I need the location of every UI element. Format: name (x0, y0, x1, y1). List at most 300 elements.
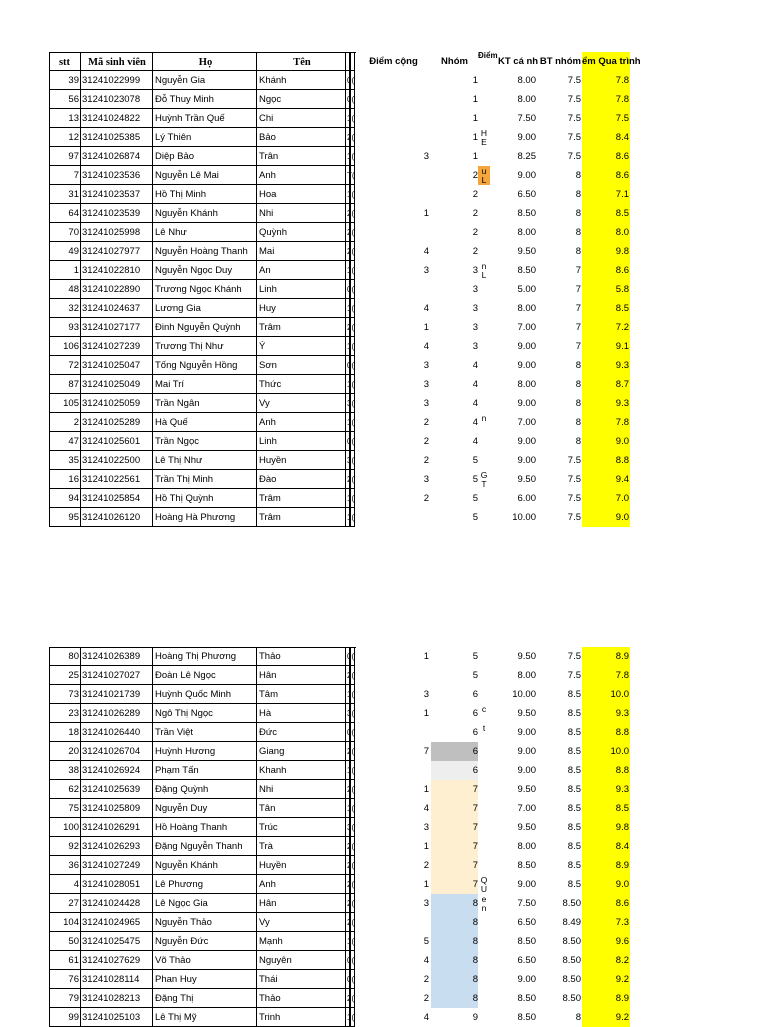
cell-side-note: G T (480, 470, 488, 489)
cell-hidden-1: 1( (345, 109, 350, 128)
cell-hidden-1: 2( (345, 666, 350, 685)
cell-ten: Sơn (256, 356, 345, 375)
col-header-ma-sinh-vien: Mã sinh viên (80, 52, 152, 71)
cell-ho: Huỳnh Hương (152, 742, 256, 761)
cell-ma-sinh-vien: 31241024637 (80, 299, 152, 318)
cell-ho: Phan Huy (152, 970, 256, 989)
cell-hidden-2 (350, 451, 355, 470)
cell-ten: Vy (256, 394, 345, 413)
cell-hidden-1: 1( (345, 185, 350, 204)
cell-ma-sinh-vien: 31241026874 (80, 147, 152, 166)
cell-nhom: 2 (472, 208, 478, 219)
cell-ho: Huỳnh Trần Quế (152, 109, 256, 128)
cell-side-note (478, 666, 490, 685)
cell-hidden-2 (350, 147, 355, 166)
cell-bt-nhom: 7 (575, 303, 581, 314)
cell-diem-cong: 4 (423, 955, 429, 966)
cell-side-note (478, 337, 490, 356)
cell-nhom: 1 (472, 94, 478, 105)
cell-hidden-1: 1( (345, 299, 350, 318)
cell-side-note (478, 508, 490, 527)
cell-bt-nhom: 8 (575, 189, 581, 200)
cell-hidden-2 (350, 951, 355, 970)
cell-hidden-2 (350, 109, 355, 128)
cell-kt-ca-nhan: 10.00 (512, 512, 536, 523)
cell-side-note (478, 109, 490, 128)
cell-side-note (478, 647, 490, 666)
cell-diem-cong (358, 90, 431, 109)
cell-ma-sinh-vien: 31241025385 (80, 128, 152, 147)
cell-hidden-1: 2( (345, 128, 350, 147)
cell-side-note (478, 394, 490, 413)
cell-side-note (478, 799, 490, 818)
table-row (0, 704, 768, 723)
cell-bt-nhom: 7.5 (567, 455, 581, 466)
cell-hidden-1: 1( (345, 375, 350, 394)
table-row (0, 451, 768, 470)
table-row (0, 470, 768, 489)
cell-stt: 79 (49, 989, 80, 1008)
cell-ho: Đặng Quỳnh (152, 780, 256, 799)
cell-ten: Vy (256, 913, 345, 932)
cell-bt-nhom: 8 (575, 208, 581, 219)
cell-nhom: 3 (472, 322, 478, 333)
cell-kt-ca-nhan: 9.00 (517, 765, 536, 776)
cell-hidden-2 (350, 704, 355, 723)
cell-diem-cong (358, 71, 431, 90)
cell-side-note (478, 913, 490, 932)
cell-ho: Lê Phương (152, 875, 256, 894)
cell-stt: 32 (49, 299, 80, 318)
cell-kt-ca-nhan: 6.50 (517, 917, 536, 928)
cell-bt-nhom: 8.5 (567, 841, 581, 852)
cell-ma-sinh-vien: 31241023539 (80, 204, 152, 223)
cell-kt-ca-nhan: 8.25 (517, 151, 536, 162)
table-row (0, 1008, 768, 1027)
cell-hidden-1: 1( (345, 761, 350, 780)
table-row (0, 90, 768, 109)
cell-nhom: 8 (431, 894, 478, 913)
cell-nhom: 8 (431, 970, 478, 989)
cell-side-note (478, 356, 490, 375)
cell-nhom: 6 (431, 761, 478, 780)
cell-bt-nhom: 7 (575, 265, 581, 276)
cell-qua-trinh: 8.6 (582, 147, 630, 166)
cell-ten: Trâm (256, 508, 345, 527)
cell-kt-ca-nhan: 8.50 (517, 1012, 536, 1023)
cell-stt: 25 (49, 666, 80, 685)
cell-diem-cong: 3 (423, 398, 429, 409)
cell-kt-ca-nhan: 9.50 (517, 822, 536, 833)
cell-ho: Đoàn Lê Ngọc (152, 666, 256, 685)
cell-bt-nhom: 8 (575, 398, 581, 409)
cell-ten: An (256, 261, 345, 280)
cell-ten: Ý (256, 337, 345, 356)
table-row (0, 432, 768, 451)
cell-nhom: 6 (472, 689, 478, 700)
cell-hidden-1: 1( (345, 508, 350, 527)
cell-ho: Lương Gia (152, 299, 256, 318)
cell-diem-cong: 2 (423, 974, 429, 985)
cell-ho: Hà Quế (152, 413, 256, 432)
cell-qua-trinh: 7.8 (582, 413, 630, 432)
cell-ho: Đỗ Thuy Minh (152, 90, 256, 109)
cell-stt: 12 (49, 128, 80, 147)
cell-bt-nhom: 8.5 (567, 746, 581, 757)
cell-diem-cong: 1 (423, 651, 429, 662)
cell-stt: 75 (49, 799, 80, 818)
cell-hidden-1: 1( (345, 1008, 350, 1027)
cell-side-note (478, 90, 490, 109)
cell-stt: 20 (49, 742, 80, 761)
cell-ten: Linh (256, 432, 345, 451)
table-row (0, 780, 768, 799)
cell-side-note (478, 280, 490, 299)
cell-hidden-1: 0( (345, 356, 350, 375)
cell-qua-trinh: 9.2 (582, 970, 630, 989)
cell-ten: Thảo (256, 989, 345, 1008)
cell-ma-sinh-vien: 31241026924 (80, 761, 152, 780)
cell-side-note (478, 223, 490, 242)
cell-bt-nhom: 8 (575, 1012, 581, 1023)
cell-kt-ca-nhan: 7.00 (517, 322, 536, 333)
cell-diem-cong (358, 280, 431, 299)
cell-diem-cong: 2 (423, 455, 429, 466)
cell-bt-nhom: 8.50 (562, 936, 581, 947)
table-row (0, 166, 768, 185)
cell-bt-nhom: 7.5 (567, 132, 581, 143)
cell-ten: Anh (256, 166, 345, 185)
cell-ho: Lê Như (152, 223, 256, 242)
cell-nhom: 7 (431, 799, 478, 818)
cell-qua-trinh: 7.0 (582, 489, 630, 508)
cell-ho: Nguyễn Ngọc Duy (152, 261, 256, 280)
cell-diem-cong: 3 (423, 151, 429, 162)
table-row (0, 837, 768, 856)
cell-ten: Mạnh (256, 932, 345, 951)
cell-ten: Trâm (256, 318, 345, 337)
cell-hidden-2 (350, 818, 355, 837)
cell-qua-trinh: 8.9 (582, 647, 630, 666)
cell-stt: 104 (49, 913, 80, 932)
cell-diem-cong: 3 (423, 822, 429, 833)
cell-bt-nhom: 7.5 (567, 651, 581, 662)
cell-ho: Hoàng Hà Phương (152, 508, 256, 527)
cell-bt-nhom: 8.49 (562, 917, 581, 928)
cell-kt-ca-nhan: 9.50 (517, 784, 536, 795)
cell-kt-ca-nhan: 9.00 (517, 455, 536, 466)
cell-diem-cong: 4 (423, 803, 429, 814)
table-row (0, 223, 768, 242)
cell-kt-ca-nhan: 7.50 (517, 898, 536, 909)
cell-nhom: 5 (472, 474, 478, 485)
cell-hidden-2 (350, 185, 355, 204)
cell-diem-cong (358, 761, 431, 780)
cell-ten: Huyền (256, 856, 345, 875)
cell-ho: Đinh Nguyễn Quỳnh (152, 318, 256, 337)
cell-hidden-2 (350, 1008, 355, 1027)
cell-nhom: 8 (431, 989, 478, 1008)
table-row (0, 337, 768, 356)
cell-ma-sinh-vien: 31241027239 (80, 337, 152, 356)
cell-hidden-1: 1( (345, 413, 350, 432)
cell-ma-sinh-vien: 31241025809 (80, 799, 152, 818)
cell-ho: Nguyễn Khánh (152, 204, 256, 223)
cell-side-note: t (482, 723, 486, 733)
cell-diem-cong (358, 166, 431, 185)
cell-hidden-2 (350, 932, 355, 951)
cell-ten: Nguyên (256, 951, 345, 970)
cell-ho: Trần Thị Minh (152, 470, 256, 489)
cell-qua-trinh: 8.8 (582, 451, 630, 470)
header-row (0, 52, 768, 71)
cell-kt-ca-nhan: 6.00 (517, 493, 536, 504)
table-row (0, 818, 768, 837)
cell-nhom: 6 (472, 708, 478, 719)
cell-stt: 36 (49, 856, 80, 875)
cell-diem-cong: 1 (423, 879, 429, 890)
cell-stt: 1 (49, 261, 80, 280)
cell-ho: Trần Ngọc (152, 432, 256, 451)
cell-nhom: 4 (472, 360, 478, 371)
cell-stt: 38 (49, 761, 80, 780)
table-row (0, 128, 768, 147)
cell-kt-ca-nhan: 9.00 (517, 746, 536, 757)
cell-side-note (478, 970, 490, 989)
cell-side-note (478, 742, 490, 761)
cell-kt-ca-nhan: 7.50 (517, 113, 536, 124)
cell-ten: Quỳnh (256, 223, 345, 242)
table-row (0, 875, 768, 894)
cell-hidden-2 (350, 280, 355, 299)
cell-bt-nhom: 8.50 (562, 974, 581, 985)
cell-hidden-2 (350, 261, 355, 280)
cell-qua-trinh: 7.3 (582, 913, 630, 932)
cell-hidden-2 (350, 356, 355, 375)
cell-nhom: 1 (472, 113, 478, 124)
cell-nhom: 5 (472, 512, 478, 523)
table-row (0, 356, 768, 375)
cell-ma-sinh-vien: 31241027977 (80, 242, 152, 261)
cell-nhom: 7 (431, 856, 478, 875)
cell-nhom: 3 (472, 341, 478, 352)
cell-kt-ca-nhan: 8.50 (517, 936, 536, 947)
cell-nhom: 5 (472, 651, 478, 662)
cell-bt-nhom: 8.5 (567, 822, 581, 833)
cell-ten: Hoa (256, 185, 345, 204)
cell-stt: 2 (49, 413, 80, 432)
cell-nhom: 7 (431, 837, 478, 856)
cell-qua-trinh: 9.0 (582, 508, 630, 527)
cell-qua-trinh: 5.8 (582, 280, 630, 299)
cell-bt-nhom: 8.5 (567, 689, 581, 700)
cell-qua-trinh: 8.9 (582, 856, 630, 875)
cell-diem-cong (358, 723, 431, 742)
cell-kt-ca-nhan: 9.00 (517, 879, 536, 890)
table-row (0, 318, 768, 337)
cell-ten: Tâm (256, 685, 345, 704)
cell-stt: 95 (49, 508, 80, 527)
cell-ma-sinh-vien: 31241026389 (80, 647, 152, 666)
cell-kt-ca-nhan: 8.50 (517, 860, 536, 871)
cell-hidden-2 (350, 90, 355, 109)
cell-hidden-1: 2( (345, 894, 350, 913)
cell-bt-nhom: 7.5 (567, 113, 581, 124)
cell-qua-trinh: 9.6 (582, 932, 630, 951)
cell-hidden-2 (350, 970, 355, 989)
cell-ma-sinh-vien: 31241023078 (80, 90, 152, 109)
cell-ho: Trần Việt (152, 723, 256, 742)
cell-hidden-2 (350, 337, 355, 356)
col-header-qua-trinh: ểm Qua trình (582, 52, 630, 71)
cell-ho: Đặng Thị (152, 989, 256, 1008)
cell-qua-trinh: 7.1 (582, 185, 630, 204)
cell-qua-trinh: 9.4 (582, 470, 630, 489)
table-row (0, 932, 768, 951)
cell-side-note: c (481, 704, 487, 714)
cell-qua-trinh: 10.0 (582, 742, 630, 761)
cell-kt-ca-nhan: 9.50 (517, 246, 536, 257)
cell-bt-nhom: 8 (575, 227, 581, 238)
cell-stt: 49 (49, 242, 80, 261)
cell-hidden-2 (350, 318, 355, 337)
cell-ho: Nguyễn Hoàng Thanh (152, 242, 256, 261)
cell-stt: 7 (49, 166, 80, 185)
cell-hidden-2 (350, 913, 355, 932)
col-header-bt-nhom: BT nhóm (539, 56, 581, 67)
cell-diem-cong: 4 (423, 246, 429, 257)
cell-ma-sinh-vien: 31241026289 (80, 704, 152, 723)
cell-ho: Lê Ngọc Gia (152, 894, 256, 913)
cell-ten: Chi (256, 109, 345, 128)
cell-ho: Trương Ngọc Khánh (152, 280, 256, 299)
col-header-ho: Họ (152, 52, 256, 71)
cell-hidden-2 (350, 856, 355, 875)
cell-hidden-1: 1( (345, 685, 350, 704)
cell-diem-cong: 1 (423, 208, 429, 219)
cell-stt: 97 (49, 147, 80, 166)
cell-ten: Nhi (256, 780, 345, 799)
cell-ten: Hà (256, 704, 345, 723)
cell-hidden-2 (350, 742, 355, 761)
col-header-nhom: Nhóm (441, 56, 468, 67)
cell-bt-nhom: 8.5 (567, 765, 581, 776)
cell-stt: 99 (49, 1008, 80, 1027)
cell-kt-ca-nhan: 7.00 (517, 417, 536, 428)
cell-qua-trinh: 8.7 (582, 375, 630, 394)
cell-diem-cong: 3 (423, 898, 429, 909)
table-row (0, 147, 768, 166)
cell-ten: Ngọc (256, 90, 345, 109)
cell-hidden-1: 2( (345, 875, 350, 894)
cell-qua-trinh: 7.5 (582, 109, 630, 128)
cell-hidden-2 (350, 375, 355, 394)
cell-bt-nhom: 8.50 (562, 955, 581, 966)
cell-stt: 93 (49, 318, 80, 337)
cell-nhom: 8 (431, 913, 478, 932)
cell-kt-ca-nhan: 9.00 (517, 727, 536, 738)
cell-hidden-2 (350, 299, 355, 318)
cell-ma-sinh-vien: 31241025854 (80, 489, 152, 508)
cell-qua-trinh: 8.4 (582, 128, 630, 147)
cell-diem-cong (358, 128, 431, 147)
cell-qua-trinh: 8.5 (582, 204, 630, 223)
cell-side-note (478, 761, 490, 780)
cell-qua-trinh: 9.1 (582, 337, 630, 356)
cell-diem-cong: 4 (423, 341, 429, 352)
cell-bt-nhom: 8.5 (567, 727, 581, 738)
col-header-diem: Điểm (478, 51, 498, 60)
cell-hidden-2 (350, 166, 355, 185)
cell-ten: Huy (256, 299, 345, 318)
cell-ma-sinh-vien: 31241025998 (80, 223, 152, 242)
cell-hidden-1: T( (345, 166, 350, 185)
cell-hidden-1: 2( (345, 742, 350, 761)
cell-stt: 73 (49, 685, 80, 704)
cell-hidden-2 (350, 780, 355, 799)
table-row (0, 394, 768, 413)
cell-bt-nhom: 7.5 (567, 512, 581, 523)
cell-ho: Lê Thị Như (152, 451, 256, 470)
cell-kt-ca-nhan: 9.00 (517, 436, 536, 447)
cell-ho: Trần Ngân (152, 394, 256, 413)
cell-stt: 23 (49, 704, 80, 723)
cell-nhom: 2 (472, 170, 478, 181)
cell-bt-nhom: 8 (575, 379, 581, 390)
cell-hidden-1: 1( (345, 337, 350, 356)
cell-bt-nhom: 7 (575, 341, 581, 352)
cell-ho: Võ Thảo (152, 951, 256, 970)
cell-kt-ca-nhan: 8.00 (517, 227, 536, 238)
cell-ten: Anh (256, 413, 345, 432)
cell-side-note (478, 1008, 490, 1027)
cell-ma-sinh-vien: 31241025289 (80, 413, 152, 432)
cell-qua-trinh: 8.8 (582, 761, 630, 780)
col-header-ten: Tên (256, 52, 345, 71)
cell-nhom: 3 (472, 284, 478, 295)
cell-ma-sinh-vien: 31241025059 (80, 394, 152, 413)
cell-ma-sinh-vien: 31241022999 (80, 71, 152, 90)
cell-hidden-1: 1( (345, 489, 350, 508)
cell-kt-ca-nhan: 8.00 (517, 379, 536, 390)
cell-nhom: 6 (472, 727, 478, 738)
cell-hidden-1: 2( (345, 913, 350, 932)
cell-ho: Nguyễn Lê Mai (152, 166, 256, 185)
cell-nhom: 3 (472, 303, 478, 314)
cell-hidden-1: 3( (345, 394, 350, 413)
cell-nhom: 4 (472, 417, 478, 428)
cell-diem-cong: 4 (423, 1012, 429, 1023)
cell-kt-ca-nhan: 8.00 (517, 75, 536, 86)
cell-ten: Huyền (256, 451, 345, 470)
cell-ten: Trúc (256, 818, 345, 837)
cell-ho: Nguyễn Thảo (152, 913, 256, 932)
cell-stt: 27 (49, 894, 80, 913)
cell-bt-nhom: 8 (575, 417, 581, 428)
cell-kt-ca-nhan: 9.00 (517, 398, 536, 409)
cell-nhom: 8 (431, 951, 478, 970)
cell-ma-sinh-vien: 31241023536 (80, 166, 152, 185)
cell-hidden-1: 2( (345, 856, 350, 875)
cell-ma-sinh-vien: 31241026440 (80, 723, 152, 742)
cell-ten: Mai (256, 242, 345, 261)
cell-side-note (478, 242, 490, 261)
cell-side-note: H E (480, 128, 488, 147)
cell-ma-sinh-vien: 31241026704 (80, 742, 152, 761)
cell-ho: Hoàng Thị Phương (152, 647, 256, 666)
cell-ma-sinh-vien: 31241025639 (80, 780, 152, 799)
cell-nhom: 6 (431, 742, 478, 761)
